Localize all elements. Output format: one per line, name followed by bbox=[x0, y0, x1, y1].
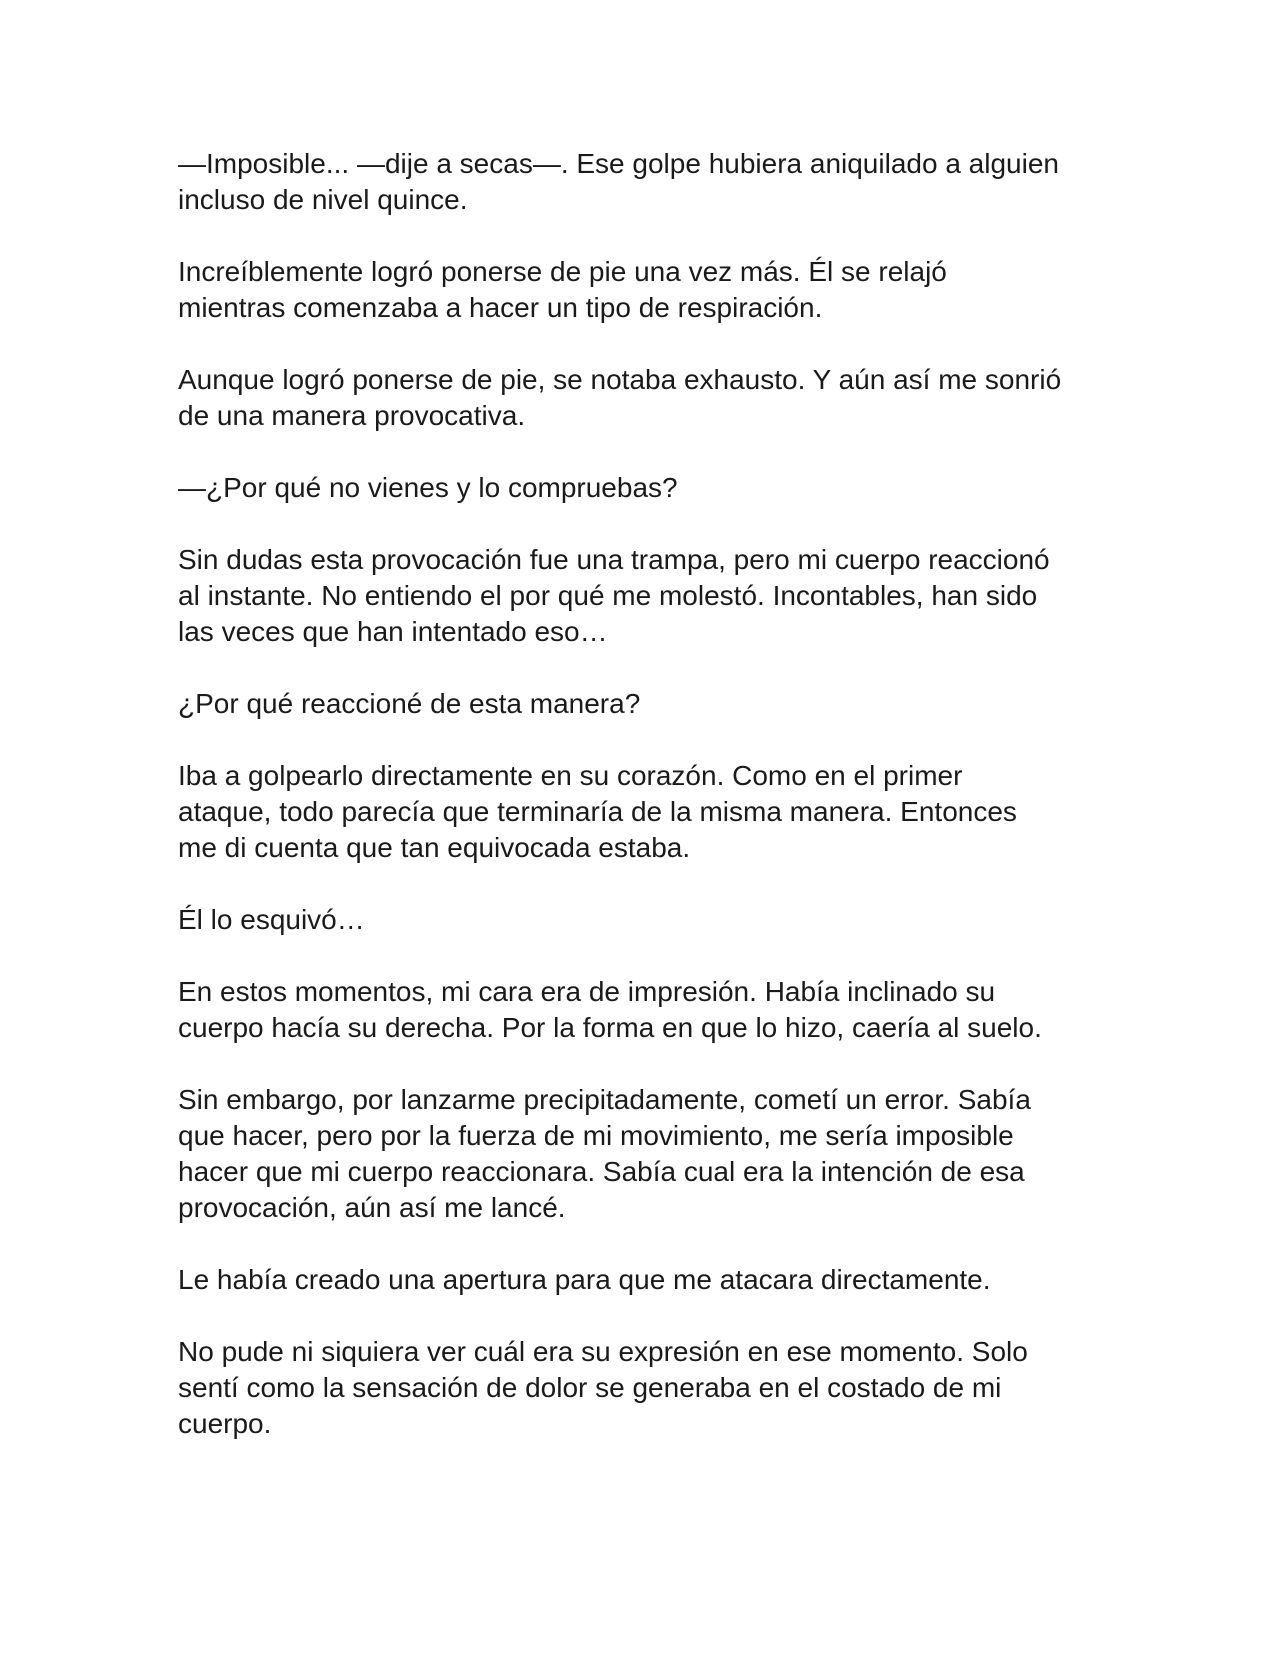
paragraph: ¿Por qué reaccioné de esta manera? bbox=[178, 688, 641, 719]
paragraph: No pude ni siquiera ver cuál era su expresión en ese momento. Solo sentí como la sensación de dolor se generaba en el costado de mi cuerpo. bbox=[178, 1336, 1028, 1439]
paragraph: Él lo esquivó… bbox=[178, 904, 365, 935]
paragraph: Aunque logró ponerse de pie, se notaba exhausto. Y aún así me sonrió de una manera provocativa. bbox=[178, 364, 1062, 431]
document-body bbox=[178, 146, 1118, 1478]
paragraph: En estos momentos, mi cara era de impresión. Había inclinado su cuerpo hacía su derecha. Por la forma en que lo hizo, caería al suelo. bbox=[178, 976, 1042, 1043]
paragraph: Sin dudas esta provocación fue una trampa, pero mi cuerpo reaccionó al instante. No entiendo el por qué me molestó. Incontables, han sido las veces que han intentado eso… bbox=[178, 544, 1050, 647]
paragraph: Increíblemente logró ponerse de pie una vez más. Él se relajó mientras comenzaba a hacer un tipo de respiración. bbox=[178, 256, 947, 323]
paragraph: Iba a golpearlo directamente en su corazón. Como en el primer ataque, todo parecía que terminaría de la misma manera. Entonces me di cuenta que tan equivocada estaba. bbox=[178, 760, 1017, 863]
paragraph: Le había creado una apertura para que me atacara directamente. bbox=[178, 1264, 991, 1295]
paragraph: —¿Por qué no vienes y lo compruebas? bbox=[178, 472, 678, 503]
paragraph: Sin embargo, por lanzarme precipitadamente, cometí un error. Sabía que hacer, pero por la fuerza de mi movimiento, me sería imposible hacer que mi cuerpo reaccionara. Sabía cual era la intención de esa provocación, aún así me lancé. bbox=[178, 1084, 1031, 1223]
paragraph: —Imposible... —dije a secas—. Ese golpe hubiera aniquilado a alguien incluso de nivel quince. bbox=[178, 148, 1059, 215]
